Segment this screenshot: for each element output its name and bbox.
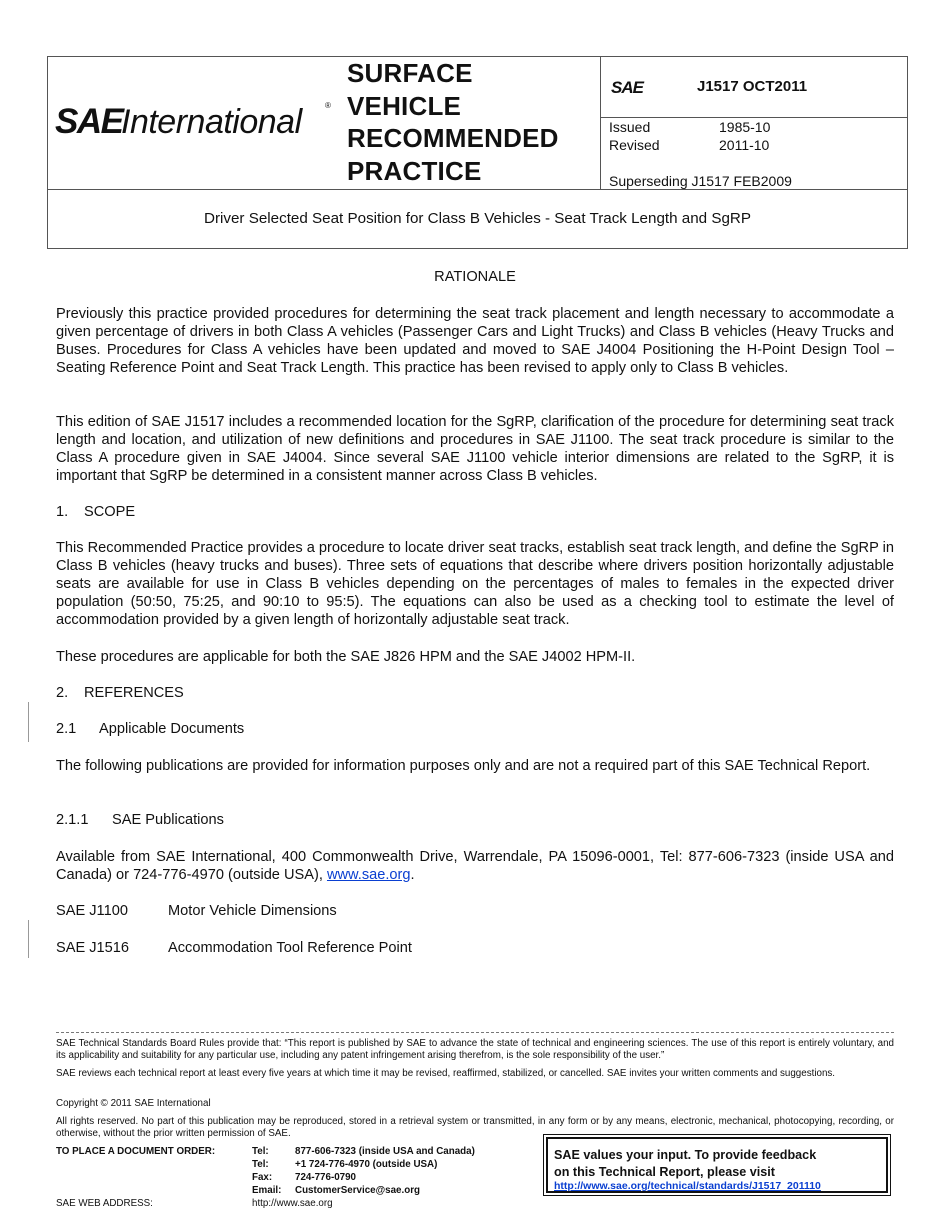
tel2-label: Tel: xyxy=(252,1159,269,1170)
section-1-heading: SCOPE xyxy=(84,504,136,520)
section-2-heading: REFERENCES xyxy=(84,685,184,701)
reference-code-2: SAE J1516 xyxy=(56,940,130,956)
section-2-number: 2. xyxy=(56,685,69,701)
issued-label: Issued xyxy=(609,119,651,135)
svg-text:SAE: SAE xyxy=(611,78,643,97)
issued-value: 1985-10 xyxy=(719,119,771,135)
svg-text:SAE: SAE xyxy=(55,102,123,140)
web-address-value[interactable]: http://www.sae.org xyxy=(252,1198,333,1209)
order-label: TO PLACE A DOCUMENT ORDER: xyxy=(56,1146,216,1157)
availability-end: . xyxy=(410,867,415,883)
board-rules-text: SAE Technical Standards Board Rules provide that: “This report is published by SAE to advance the state of technical and engineering sciences. The use of this report is entirely voluntary, and its applicability and suitability for any particular use, including any patent infringement arising therefrom, is the sole responsibility of the user.” xyxy=(56,1038,894,1061)
rationale-paragraph-1: Previously this practice provided procedures for determining the seat track placement and length necessary to accommodate a given percentage of drivers in both Class A vehicles (Passenger Cars and Light Trucks) and Class B vehicles (Heavy Trucks and Buses. Procedures for Class A vehicles have been updated and moved to SAE J4004 Positioning the H-Point Design Tool – Seating Reference Point and Seat Track Length. This practice has been revised to apply only to Class B vehicles. xyxy=(56,306,894,376)
footer-rule xyxy=(56,1032,894,1033)
availability-text: Available from SAE International, 400 Commonwealth Drive, Warrendale, PA 15096-0001, Tel: 877-606-7323 (inside USA and Canada) or 724-776-4970 (outside USA), xyxy=(56,849,894,883)
revised-label: Revised xyxy=(609,137,660,153)
tel-value: 877-606-7323 (inside USA and Canada) xyxy=(295,1146,475,1157)
doc-type-line-1: SURFACE xyxy=(347,58,473,88)
document-title: Driver Selected Seat Position for Class B Vehicles - Seat Track Length and SgRP xyxy=(203,210,752,227)
header-divider-vertical xyxy=(600,56,601,190)
web-address-label: SAE WEB ADDRESS: xyxy=(56,1198,153,1209)
section-1-number: 1. xyxy=(56,504,69,520)
doc-type-line-2: VEHICLE xyxy=(347,90,462,121)
reference-title-1: Motor Vehicle Dimensions xyxy=(168,903,337,919)
feedback-box-inner xyxy=(546,1137,888,1193)
review-text: SAE reviews each technical report at least every five years at which time it may be revised, reaffirmed, stabilized, or cancelled. SAE invites your written comments and suggestions. xyxy=(56,1068,836,1079)
doc-type-line-4: PRACTICE xyxy=(347,155,482,186)
sae-website-link[interactable]: www.sae.org xyxy=(326,867,411,883)
sae-international-logo xyxy=(55,98,335,140)
email-label: Email: xyxy=(252,1185,282,1196)
tel2-value: +1 724-776-4970 (outside USA) xyxy=(295,1159,438,1170)
change-bar xyxy=(28,702,29,742)
rationale-heading: RATIONALE xyxy=(434,269,516,285)
doc-type-line-3: RECOMMENDED xyxy=(347,123,559,153)
scope-paragraph-1: This Recommended Practice provides a procedure to locate driver seat tracks, establish seat track length, and define the SgRP in Class B vehicles (heavy trucks and buses). Three sets of equations that describe where drivers position horizontally adjustable seats are available for use in Class B vehicles depending on the percentages of males to females in the expected driver population (50:50, 75:25, and 90:10 to 95:5). The equations can also be used as a checking tool to estimate the level of accommodation provided by a given length of horizontally adjustable seat track. xyxy=(56,540,894,628)
feedback-box xyxy=(543,1134,891,1196)
fax-value: 724-776-0790 xyxy=(295,1172,357,1183)
reference-title-2: Accommodation Tool Reference Point xyxy=(168,940,412,956)
svg-text:®: ® xyxy=(325,101,331,110)
doc-number: J1517 OCT2011 xyxy=(697,78,808,95)
feedback-line-1: SAE values your input. To provide feedback xyxy=(554,1148,817,1162)
reference-code-1: SAE J1100 xyxy=(56,903,128,919)
tel-label: Tel: xyxy=(252,1146,269,1157)
scope-paragraph-2: These procedures are applicable for both the SAE J826 HPM and the SAE J4002 HPM-II. xyxy=(56,649,636,665)
section-2-1-1-heading: SAE Publications xyxy=(112,812,224,828)
section-2-1-number: 2.1 xyxy=(56,721,77,737)
availability-paragraph xyxy=(56,848,894,884)
feedback-link[interactable]: http://www.sae.org/technical/standards/J1517_201110 xyxy=(554,1180,821,1192)
email-value[interactable]: CustomerService@sae.org xyxy=(295,1185,420,1196)
section-2-1-heading: Applicable Documents xyxy=(99,721,245,737)
copyright-text: Copyright © 2011 SAE International xyxy=(56,1098,211,1109)
rights-text: All rights reserved. No part of this publication may be reproduced, stored in a retrieval system or transmitted, in any form or by any means, electronic, mechanical, photocopying, recording, or otherwise, without the prior written permission of SAE. xyxy=(56,1116,894,1139)
feedback-line-2: on this Technical Report, please visit xyxy=(554,1165,775,1179)
sae-small-logo xyxy=(611,77,651,97)
superseding-note: Superseding J1517 FEB2009 xyxy=(609,173,792,189)
fax-label: Fax: xyxy=(252,1172,273,1183)
applicable-paragraph: The following publications are provided for information purposes only and are not a required part of this SAE Technical Report. xyxy=(56,758,871,774)
svg-text:International: International xyxy=(121,103,302,140)
change-bar xyxy=(28,920,29,958)
section-2-1-1-number: 2.1.1 xyxy=(56,812,89,828)
rationale-paragraph-2: This edition of SAE J1517 includes a recommended location for the SgRP, clarification of the procedure for determining seat track length and location, and utilization of new definitions and procedures in SAE J1100. The seat track procedure is similar to the Class A procedure given in SAE J4004. Since several SAE J1100 vehicle interior dimensions are related to the SgRP, it is important that SgRP be determined in a consistent manner across Class B vehicles. xyxy=(56,414,894,484)
revised-value: 2011-10 xyxy=(719,137,770,153)
